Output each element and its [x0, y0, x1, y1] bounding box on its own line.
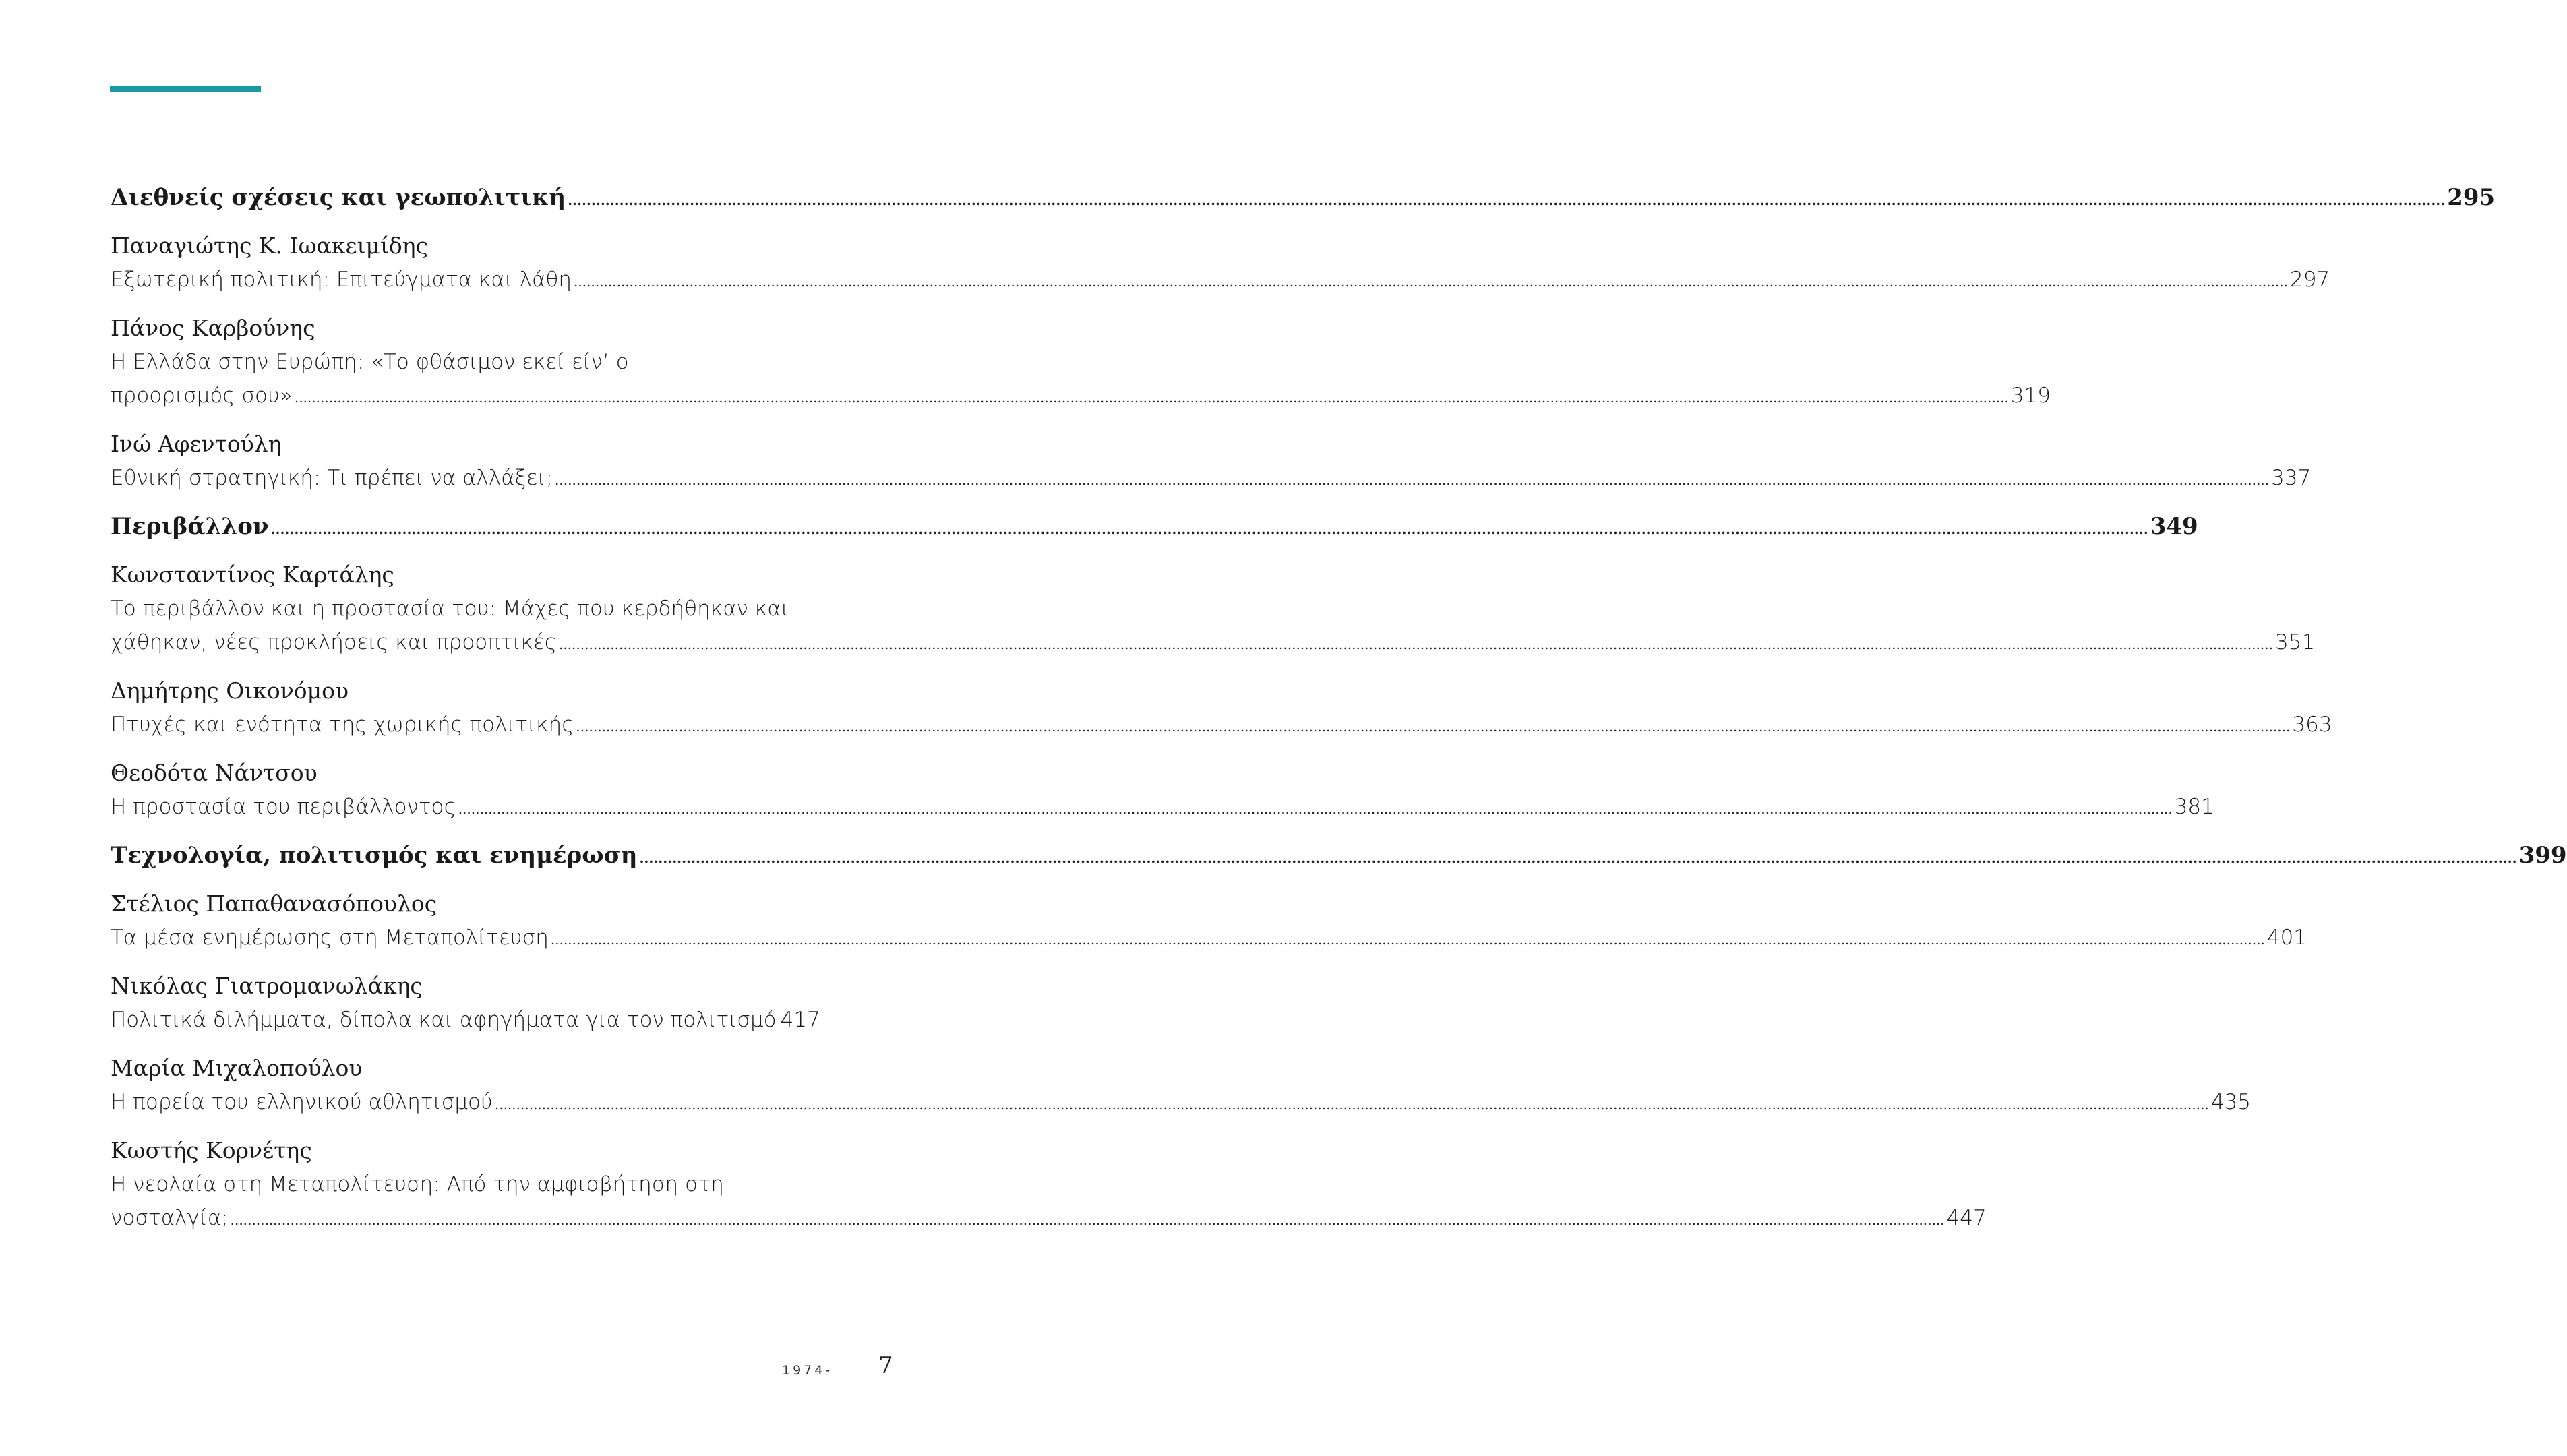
page-number: 7	[878, 1352, 893, 1379]
dot-leader: ................................................................................................................................................................................................................................................................................................................................................................................................................	[494, 1096, 2209, 1112]
entry-page: 447	[1946, 1206, 1987, 1230]
dot-leader: ................................................................................................................................................................................................................................................................................................................................................................................................................	[230, 1212, 1945, 1228]
dot-leader: ................................................................................................................................................................................................................................................................................................................................................................................................................	[576, 719, 2291, 735]
footer-label: 1974-	[782, 1363, 833, 1378]
toc-entry	[111, 1201, 1987, 1235]
dot-leader: ................................................................................................................................................................................................................................................................................................................................................................................................................	[558, 636, 2273, 653]
toc-entry	[111, 708, 2332, 741]
entry-page: 381	[2174, 795, 2214, 819]
toc-author: Νικόλας Γιατρομανωλάκης	[111, 973, 423, 999]
toc-author: Στέλιος Παπαθανασόπουλος	[111, 890, 437, 917]
entry-page: 363	[2292, 712, 2332, 737]
toc-author: Πάνος Καρβούνης	[111, 315, 315, 341]
toc-entry-title-line: Το περιβάλλον και η προστασία του: Μάχες που κερδήθηκαν και	[111, 597, 789, 621]
section-title: Τεχνολογία, πολιτισμός και ενημέρωση	[111, 842, 638, 869]
accent-bar	[110, 86, 261, 92]
entry-title: προορισμός σου»	[111, 384, 293, 408]
toc-author: Κωνσταντίνος Καρτάλης	[111, 562, 394, 588]
toc-section	[111, 510, 2198, 543]
entry-title: Η προστασία του περιβάλλοντος	[111, 795, 456, 819]
toc-entry	[111, 626, 2316, 659]
dot-leader: ................................................................................................................................................................................................................................................................................................................................................................................................................	[574, 274, 2288, 290]
dot-leader: ................................................................................................................................................................................................................................................................................................................................................................................................................	[639, 850, 2517, 866]
entry-title: χάθηκαν, νέες προκλήσεις και προοπτικές	[111, 630, 557, 655]
entry-page: 337	[2271, 466, 2312, 490]
toc-author: Ινώ Αφεντούλη	[111, 431, 282, 457]
dot-leader: ................................................................................................................................................................................................................................................................................................................................................................................................................	[555, 472, 2270, 488]
section-title: Διεθνείς σχέσεις και γεωπολιτική	[111, 184, 566, 211]
dot-leader: ................................................................................................................................................................................................................................................................................................................................................................................................................	[294, 390, 2009, 406]
section-page: 399	[2518, 842, 2567, 869]
entry-page: 351	[2274, 630, 2316, 655]
toc-entry	[111, 461, 2312, 495]
section-page: 295	[2447, 184, 2496, 211]
section-page: 349	[2150, 513, 2198, 540]
entry-title: Εξωτερική πολιτική: Επιτεύγματα και λάθη	[111, 268, 572, 292]
table-of-contents	[111, 181, 2567, 1235]
entry-title: Τα μέσα ενημέρωσης στη Μεταπολίτευση	[111, 926, 549, 950]
entry-title: Η πορεία του ελληνικού αθλητισμού	[111, 1090, 493, 1114]
toc-entry	[111, 379, 2051, 413]
entry-page: 417	[780, 1008, 820, 1032]
entry-title: Πτυχές και ενότητα της χωρικής πολιτικής	[111, 712, 574, 737]
entry-page: 319	[2010, 384, 2051, 408]
toc-entry-title-line: Η Ελλάδα στην Ευρώπη: «Το φθάσιμον εκεί είν’ ο	[111, 350, 629, 374]
dot-leader: ................................................................................................................................................................................................................................................................................................................................................................................................................	[270, 521, 2148, 537]
dot-leader: ................................................................................................................................................................................................................................................................................................................................................................................................................	[568, 192, 2446, 208]
entry-page: 435	[2210, 1090, 2251, 1114]
toc-author: Δημήτρης Οικονόμου	[111, 677, 349, 704]
entry-title: Εθνική στρατηγική: Τι πρέπει να αλλάξει;	[111, 466, 553, 490]
toc-section	[111, 181, 2496, 214]
toc-author: Μαρία Μιχαλοπούλου	[111, 1055, 363, 1081]
toc-entry	[111, 921, 2307, 954]
entry-page: 297	[2289, 268, 2330, 292]
toc-entry	[111, 790, 2214, 824]
toc-author: Παναγιώτης Κ. Ιωακειμίδης	[111, 233, 429, 259]
dot-leader: ................................................................................................................................................................................................................................................................................................................................................................................................................	[458, 801, 2173, 817]
toc-entry	[111, 1085, 2251, 1119]
toc-author: Θεοδότα Νάντσου	[111, 760, 318, 786]
section-title: Περιβάλλον	[111, 513, 269, 540]
toc-section	[111, 839, 2567, 872]
toc-author: Κωστής Κορνέτης	[111, 1137, 312, 1163]
dot-leader: ................................................................................................................................................................................................................................................................................................................................................................................................................	[550, 932, 2265, 948]
entry-title: νοσταλγία;	[111, 1206, 229, 1230]
toc-entry-title-line: Η νεολαία στη Μεταπολίτευση: Από την αμφισβήτηση στη	[111, 1172, 724, 1196]
entry-title: Πολιτικά διλήμματα, δίπολα και αφηγήματα για τον πολιτισμό	[111, 1008, 777, 1032]
toc-entry	[111, 263, 2330, 297]
toc-entry	[111, 1003, 820, 1037]
entry-page: 401	[2266, 926, 2307, 950]
